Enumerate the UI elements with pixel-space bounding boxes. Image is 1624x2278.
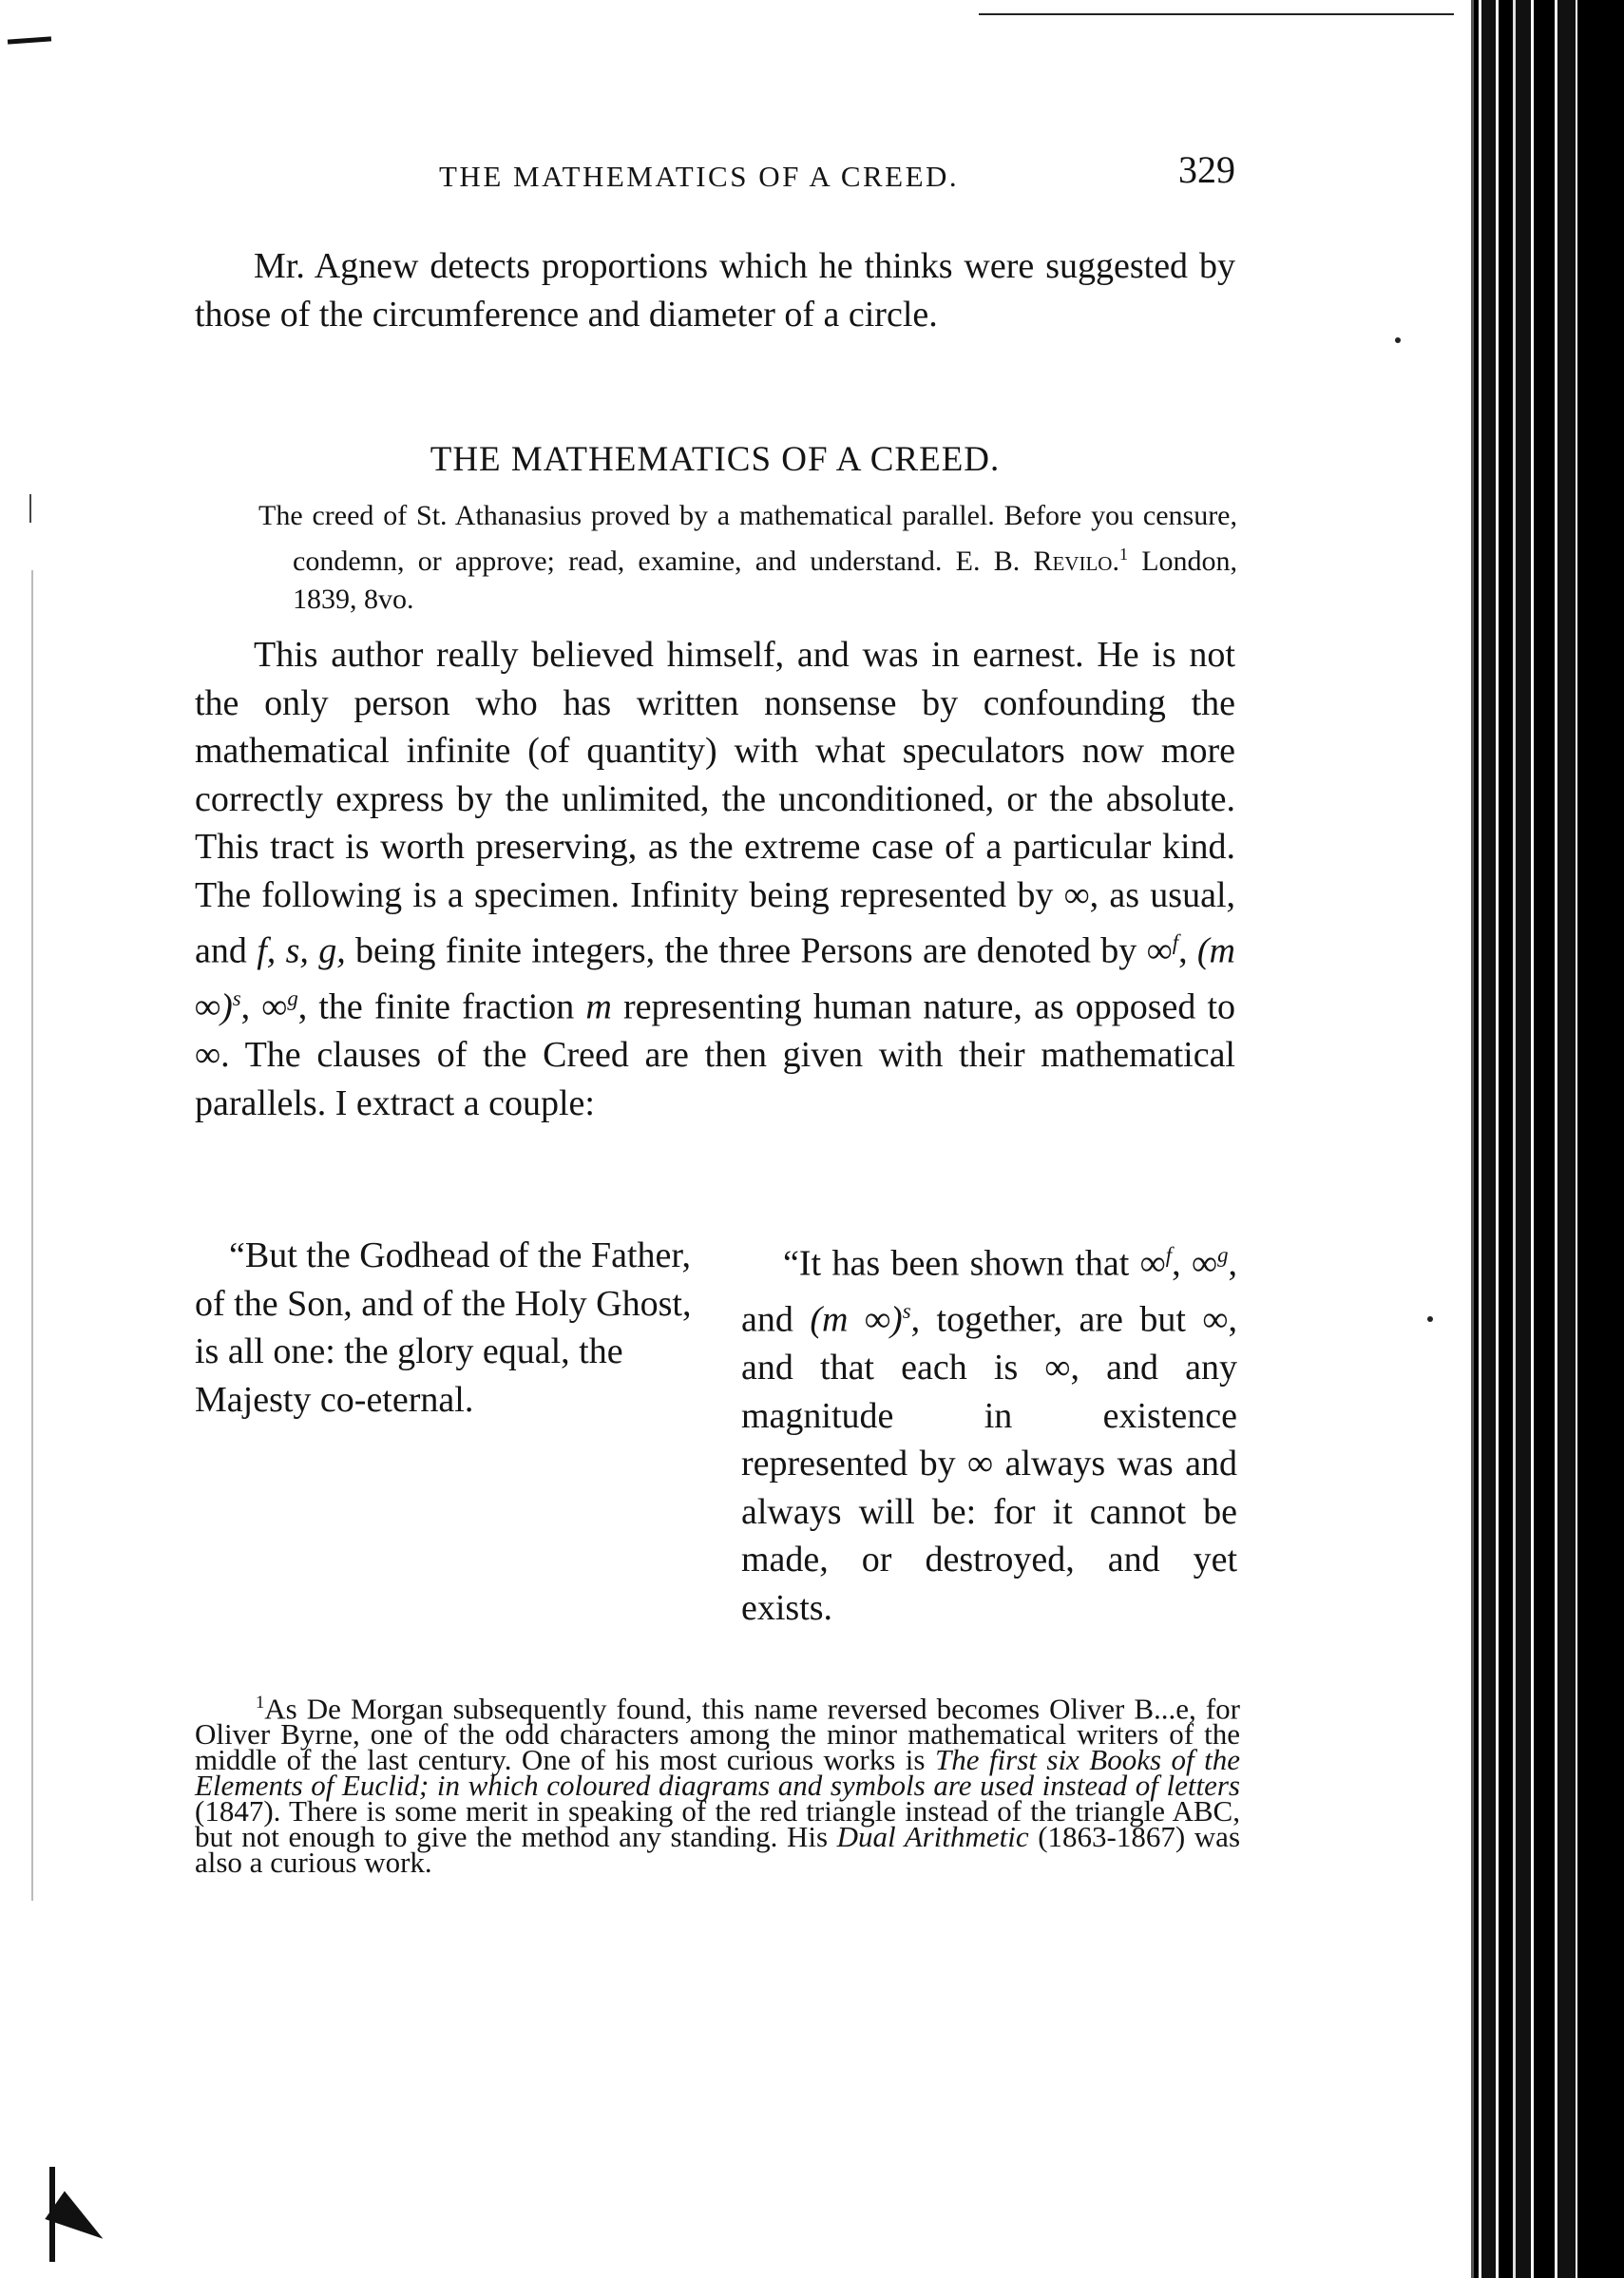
mathematical-parallel: “It has been shown that ∞$^f$, ∞$^g$, and (m ∞)$^s$, together, are but ∞, and that each is ∞, and any magnitude in existence represented by ∞ always was and always will be: for it cannot be made, or destroyed, and yet exists. [741, 1243, 1238, 1628]
section-title: THE MATHEMATICS OF A CREED. [430, 440, 1001, 479]
paragraph-text: , and [741, 1243, 1238, 1340]
infinity-symbol: ∞ [1192, 1243, 1218, 1284]
citation-author: E. B. Revilo. [955, 546, 1119, 577]
citation-subtitle: Before you censure, condemn, or approve; read, examine, and understand. [293, 500, 1238, 577]
math-expression: (m ∞) [810, 1299, 903, 1340]
paragraph-text: “It has been shown that [783, 1243, 1130, 1284]
superscript: s [902, 1299, 911, 1324]
book-binding-edge [1471, 0, 1474, 2278]
superscript: g [1217, 1243, 1229, 1267]
paragraph-text: , the finite fraction [297, 986, 575, 1027]
math-expression: (m ∞) [195, 930, 1236, 1027]
paragraph-text: , together, are but ∞, and that each is ∞, and any magnitude in existence represented by ∞ always was and always will be: for it cannot be made, or destroyed, and yet exists. [741, 1299, 1238, 1628]
paragraph-text: representing human nature, as opposed to ∞. The clauses of the Creed are then given with their mathematical parallels. I extract a couple: [195, 986, 1236, 1123]
citation-title: The creed of St. Athanasius proved by a mathematical parallel. [258, 500, 995, 531]
paragraph: This author really believed himself, and was in earnest. He is not the only person who has written nonsense by confounding the mathematical infinite (of quantity) with what speculators now more correctly express by the unlimited, the unconditioned, or the absolute. This tract is worth preserving, as the extreme case of a particular kind. The following is a specimen. Infinity being represented by ∞, as usual, and f, s, g, being finite integers, the three Persons are denoted by ∞$^f$, (m ∞)$^s$, ∞$^g$, the finite fraction m representing human nature, as opposed to ∞. The clauses of the Creed are then given with their mathematical parallels. I extract a couple: [195, 635, 1236, 1123]
infinity-symbol: ∞ [261, 986, 288, 1027]
variables: f, s, g, [257, 930, 346, 971]
scan-mark [8, 36, 51, 44]
citation [258, 497, 1237, 619]
creed-clause: “But the Godhead of the Father, of the Son, and of the Holy Ghost, is all one: the glory equal, the Majesty co-eternal. [195, 1235, 692, 1420]
paragraph: Mr. Agnew detects proportions which he thinks were suggested by those of the circumference and diameter of a circle. [195, 246, 1235, 335]
page-number: 329 [1178, 148, 1235, 191]
paragraph-text: being finite integers, the three Persons are denoted by [355, 930, 1137, 971]
book-binding [1471, 0, 1624, 2278]
running-head: THE MATHEMATICS OF A CREED. [439, 160, 960, 193]
footnote-text: (1847). There is some merit in speaking of the red triangle instead of the triangle ABC, but not enough to give the method any standing. His [195, 1794, 1240, 1854]
superscript: s [232, 986, 241, 1011]
footnote-marker: 1 [1118, 545, 1128, 564]
scan-edge-line [31, 570, 33, 1901]
scan-dot [1395, 337, 1401, 343]
footnote [195, 1690, 1241, 1880]
superscript: f [1165, 1243, 1173, 1267]
scan-edge-line [979, 13, 1454, 15]
superscript: f [1172, 930, 1179, 954]
footnote-text: (1863-1867) was also a curious work. [195, 1820, 1241, 1880]
scan-dot [1427, 1316, 1433, 1322]
scan-mark [29, 494, 31, 523]
infinity-symbol: ∞ [1139, 1243, 1166, 1284]
variable-m: m [585, 986, 612, 1027]
superscript: g [287, 986, 298, 1011]
book-title: Dual Arithmetic [836, 1820, 1029, 1854]
footnote-text: As De Morgan subsequently found, this name reversed becomes Oliver B...e, for Oliver Byrne, one of the odd characters among the minor mathematical writers of the middle of the last century. One of his most curious works is [195, 1692, 1240, 1777]
citation-imprint: London, 1839, 8vo. [293, 546, 1238, 615]
infinity-symbol: ∞ [1146, 930, 1173, 971]
book-title: The first six Books of the Elements of Euclid; in which coloured diagrams and symbols are used instead of letters [195, 1743, 1240, 1803]
paragraph-text: This author really believed himself, and was in earnest. He is not the only person who has written nonsense by confounding the mathematical infinite (of quantity) with what speculators now more correctly express by the unlimited, the unconditioned, or the absolute. This tract is worth preserving, as the extreme case of a particular kind. The following is a specimen. Infinity being represented by ∞, as usual, and [195, 635, 1235, 971]
footnote-marker: 1 [256, 1693, 265, 1713]
